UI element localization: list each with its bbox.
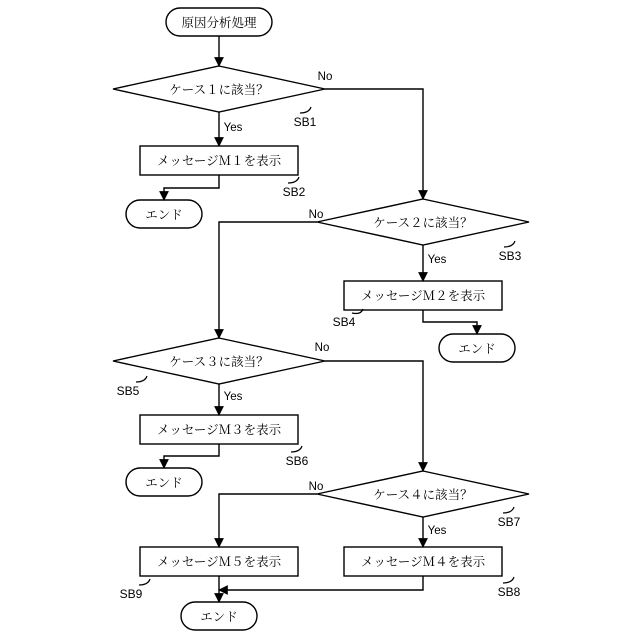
- leader-sb7: [503, 507, 514, 513]
- node-process-m1-label: メッセージＭ１を表示: [156, 154, 282, 168]
- step-tag-sb1: SB1: [293, 115, 317, 129]
- node-process-m5-label: メッセージＭ５を表示: [156, 555, 282, 569]
- edge-label-d1-yes: Yes: [223, 122, 243, 134]
- leader-sb9: [139, 579, 150, 585]
- node-end-4-label: エンド: [200, 610, 238, 624]
- node-decision-2-label: ケース２に該当？: [373, 216, 473, 230]
- edge-d4-no-to-m5: [219, 494, 317, 547]
- edge-label-d2-yes: Yes: [427, 254, 447, 266]
- edge-label-d4-yes: Yes: [427, 525, 447, 537]
- edge-m2-to-end2: [423, 310, 477, 334]
- edge-m4-to-end4: [219, 576, 423, 590]
- edge-m1-to-end1: [164, 175, 219, 200]
- leader-sb8: [503, 577, 514, 583]
- edge-label-d2-no: No: [308, 209, 324, 221]
- node-start-label: 原因分析処理: [181, 16, 257, 30]
- leader-sb6: [291, 446, 302, 452]
- node-decision-4-label: ケース４に該当？: [373, 488, 473, 502]
- node-end-2-label: エンド: [458, 342, 496, 356]
- leader-sb2: [288, 177, 299, 183]
- node-end-3-label: エンド: [145, 476, 183, 490]
- node-end-1-label: エンド: [145, 208, 183, 222]
- leader-sb5: [136, 376, 147, 382]
- node-process-m4-label: メッセージＭ４を表示: [360, 555, 486, 569]
- step-tag-sb5: SB5: [116, 384, 140, 398]
- node-decision-3-label: ケース３に該当？: [169, 355, 269, 369]
- edge-m3-to-end3: [164, 444, 219, 468]
- leader-sb1: [300, 107, 311, 113]
- edge-label-d3-yes: Yes: [223, 391, 243, 403]
- step-tag-sb3: SB3: [498, 249, 522, 263]
- edge-label-d1-no: No: [317, 71, 333, 83]
- step-tag-sb9: SB9: [119, 587, 143, 601]
- step-tag-sb4: SB4: [332, 315, 356, 329]
- node-process-m3-label: メッセージＭ３を表示: [156, 423, 282, 437]
- edge-d2-no-to-d3: [219, 222, 317, 338]
- edge-label-d4-no: No: [308, 481, 324, 493]
- step-tag-sb7: SB7: [497, 515, 521, 529]
- edge-d3-no-to-d4: [325, 361, 423, 471]
- leader-sb3: [504, 241, 515, 247]
- step-tag-sb8: SB8: [497, 585, 521, 599]
- edge-label-d3-no: No: [314, 342, 330, 354]
- node-decision-1-label: ケース１に該当？: [169, 83, 269, 97]
- step-tag-sb2: SB2: [282, 185, 306, 199]
- edge-d1-no-to-d2: [325, 89, 423, 199]
- step-tag-sb6: SB6: [285, 454, 309, 468]
- node-process-m2-label: メッセージＭ２を表示: [360, 289, 486, 303]
